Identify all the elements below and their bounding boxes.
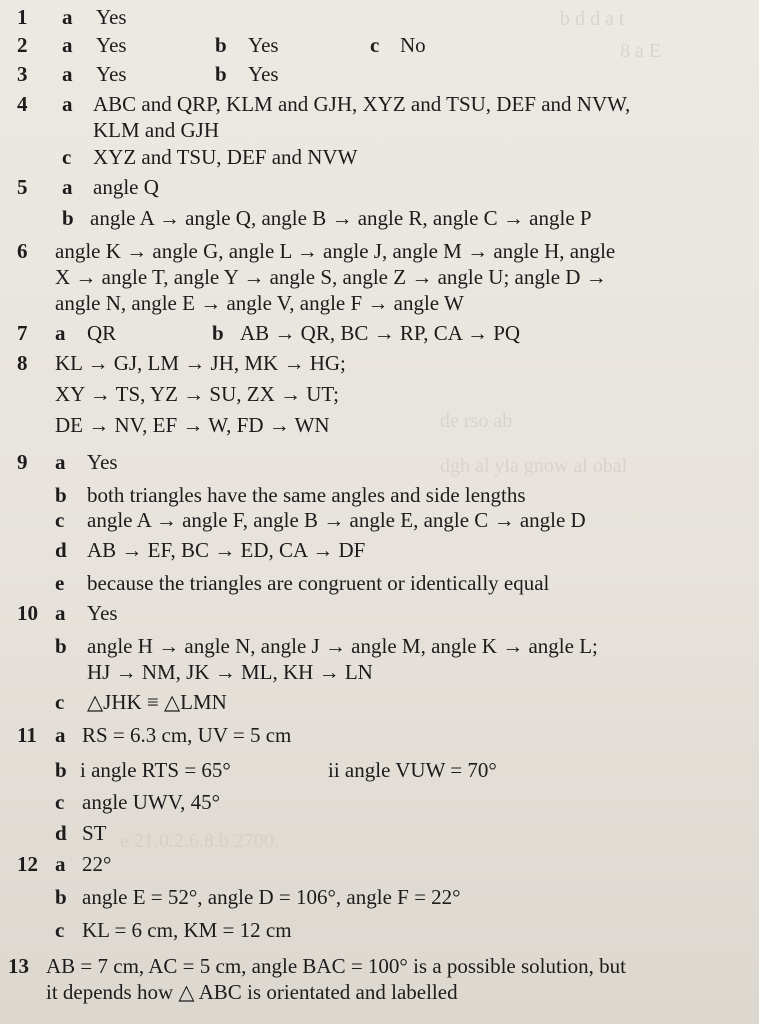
part-label: b [55, 634, 67, 658]
answer-text: Yes [87, 450, 118, 474]
question-number: 9 [17, 450, 28, 474]
show-through-text: de rso ab [440, 410, 513, 432]
part-label: a [55, 852, 66, 876]
question-number: 7 [17, 321, 28, 345]
answer-text: QR [87, 321, 117, 345]
part-label: c [55, 918, 65, 942]
part-label: a [62, 33, 73, 57]
answer-text: △JHK ≡ △LMN [87, 690, 227, 714]
answer-text: ABC and QRP, KLM and GJH, XYZ and TSU, DEF and NVW, [93, 92, 631, 116]
part-label: b [62, 206, 74, 230]
part-label: b [215, 62, 227, 86]
part-label: e [55, 571, 65, 595]
answer-text: angle N, angle E → angle V, angle F → angle W [55, 291, 464, 315]
answer-text: AB → QR, BC → RP, CA → PQ [240, 321, 521, 345]
answer-text: because the triangles are congruent or identically equal [87, 571, 550, 595]
answer-text: Yes [248, 33, 279, 57]
answer-text: No [400, 33, 426, 57]
answer-text: Yes [96, 62, 127, 86]
answer-text: 22° [82, 852, 112, 876]
question-number: 2 [17, 33, 28, 57]
answer-text: angle E = 52°, angle D = 106°, angle F = 22° [82, 885, 461, 909]
question-number: 3 [17, 62, 28, 86]
answer-text: Yes [87, 601, 118, 625]
answer-text: DE → NV, EF → W, FD → WN [55, 413, 330, 437]
question-number: 11 [17, 723, 37, 747]
show-through-text: b d d a t [560, 8, 625, 30]
part-label: a [62, 175, 73, 199]
question-number: 5 [17, 175, 28, 199]
part-label: a [62, 62, 73, 86]
part-label: b [55, 483, 67, 507]
part-label: c [55, 790, 65, 814]
answer-text: X → angle T, angle Y → angle S, angle Z → angle U; angle D → [55, 265, 607, 289]
answer-text: i angle RTS = 65° [80, 758, 231, 782]
question-number: 4 [17, 92, 28, 116]
part-label: c [62, 145, 72, 169]
part-label: c [55, 690, 65, 714]
question-number: 10 [17, 601, 38, 625]
question-number: 6 [17, 239, 28, 263]
answer-text: KL = 6 cm, KM = 12 cm [82, 918, 292, 942]
answer-text: KL → GJ, LM → JH, MK → HG; [55, 351, 346, 375]
answer-text: Yes [96, 33, 127, 57]
question-number: 1 [17, 5, 28, 29]
part-label: d [55, 821, 67, 845]
answer-text: Yes [248, 62, 279, 86]
part-label: a [55, 601, 66, 625]
answer-text: angle H → angle N, angle J → angle M, angle K → angle L; [87, 634, 598, 658]
answer-text: KLM and GJH [93, 118, 219, 142]
part-label: a [55, 321, 66, 345]
answer-text: both triangles have the same angles and side lengths [87, 483, 526, 507]
part-label: b [212, 321, 224, 345]
answer-text: RS = 6.3 cm, UV = 5 cm [82, 723, 292, 747]
answer-text: ii angle VUW = 70° [328, 758, 497, 782]
part-label: c [55, 508, 65, 532]
answer-text: it depends how △ ABC is orientated and labelled [46, 980, 458, 1004]
part-label: a [62, 92, 73, 116]
part-label: a [55, 723, 66, 747]
part-label: a [62, 5, 73, 29]
part-label: b [55, 758, 67, 782]
answer-text: HJ → NM, JK → ML, KH → LN [87, 660, 373, 684]
answer-text: angle UWV, 45° [82, 790, 221, 814]
show-through-text: 8 a E [620, 40, 662, 62]
answer-text: angle A → angle Q, angle B → angle R, angle C → angle P [90, 206, 592, 230]
answer-text: AB = 7 cm, AC = 5 cm, angle BAC = 100° is a possible solution, but [46, 954, 627, 978]
part-label: b [55, 885, 67, 909]
answer-text: angle K → angle G, angle L → angle J, angle M → angle H, angle [55, 239, 616, 263]
question-number: 8 [17, 351, 28, 375]
answer-text: ST [82, 821, 107, 845]
part-label: d [55, 538, 67, 562]
answer-text: AB → EF, BC → ED, CA → DF [87, 538, 366, 562]
answer-text: XY → TS, YZ → SU, ZX → UT; [55, 382, 339, 406]
show-through-text: e 21.0.2.6.8.b 2700. [120, 830, 279, 852]
question-number: 12 [17, 852, 38, 876]
answer-text: angle A → angle F, angle B → angle E, angle C → angle D [87, 508, 586, 532]
part-label: a [55, 450, 66, 474]
question-number: 13 [8, 954, 29, 978]
answer-text: Yes [96, 5, 127, 29]
part-label: b [215, 33, 227, 57]
part-label: c [370, 33, 380, 57]
answer-text: angle Q [93, 175, 159, 199]
show-through-text: dgh al yla gnow al obal [440, 455, 628, 477]
answer-text: XYZ and TSU, DEF and NVW [93, 145, 358, 169]
